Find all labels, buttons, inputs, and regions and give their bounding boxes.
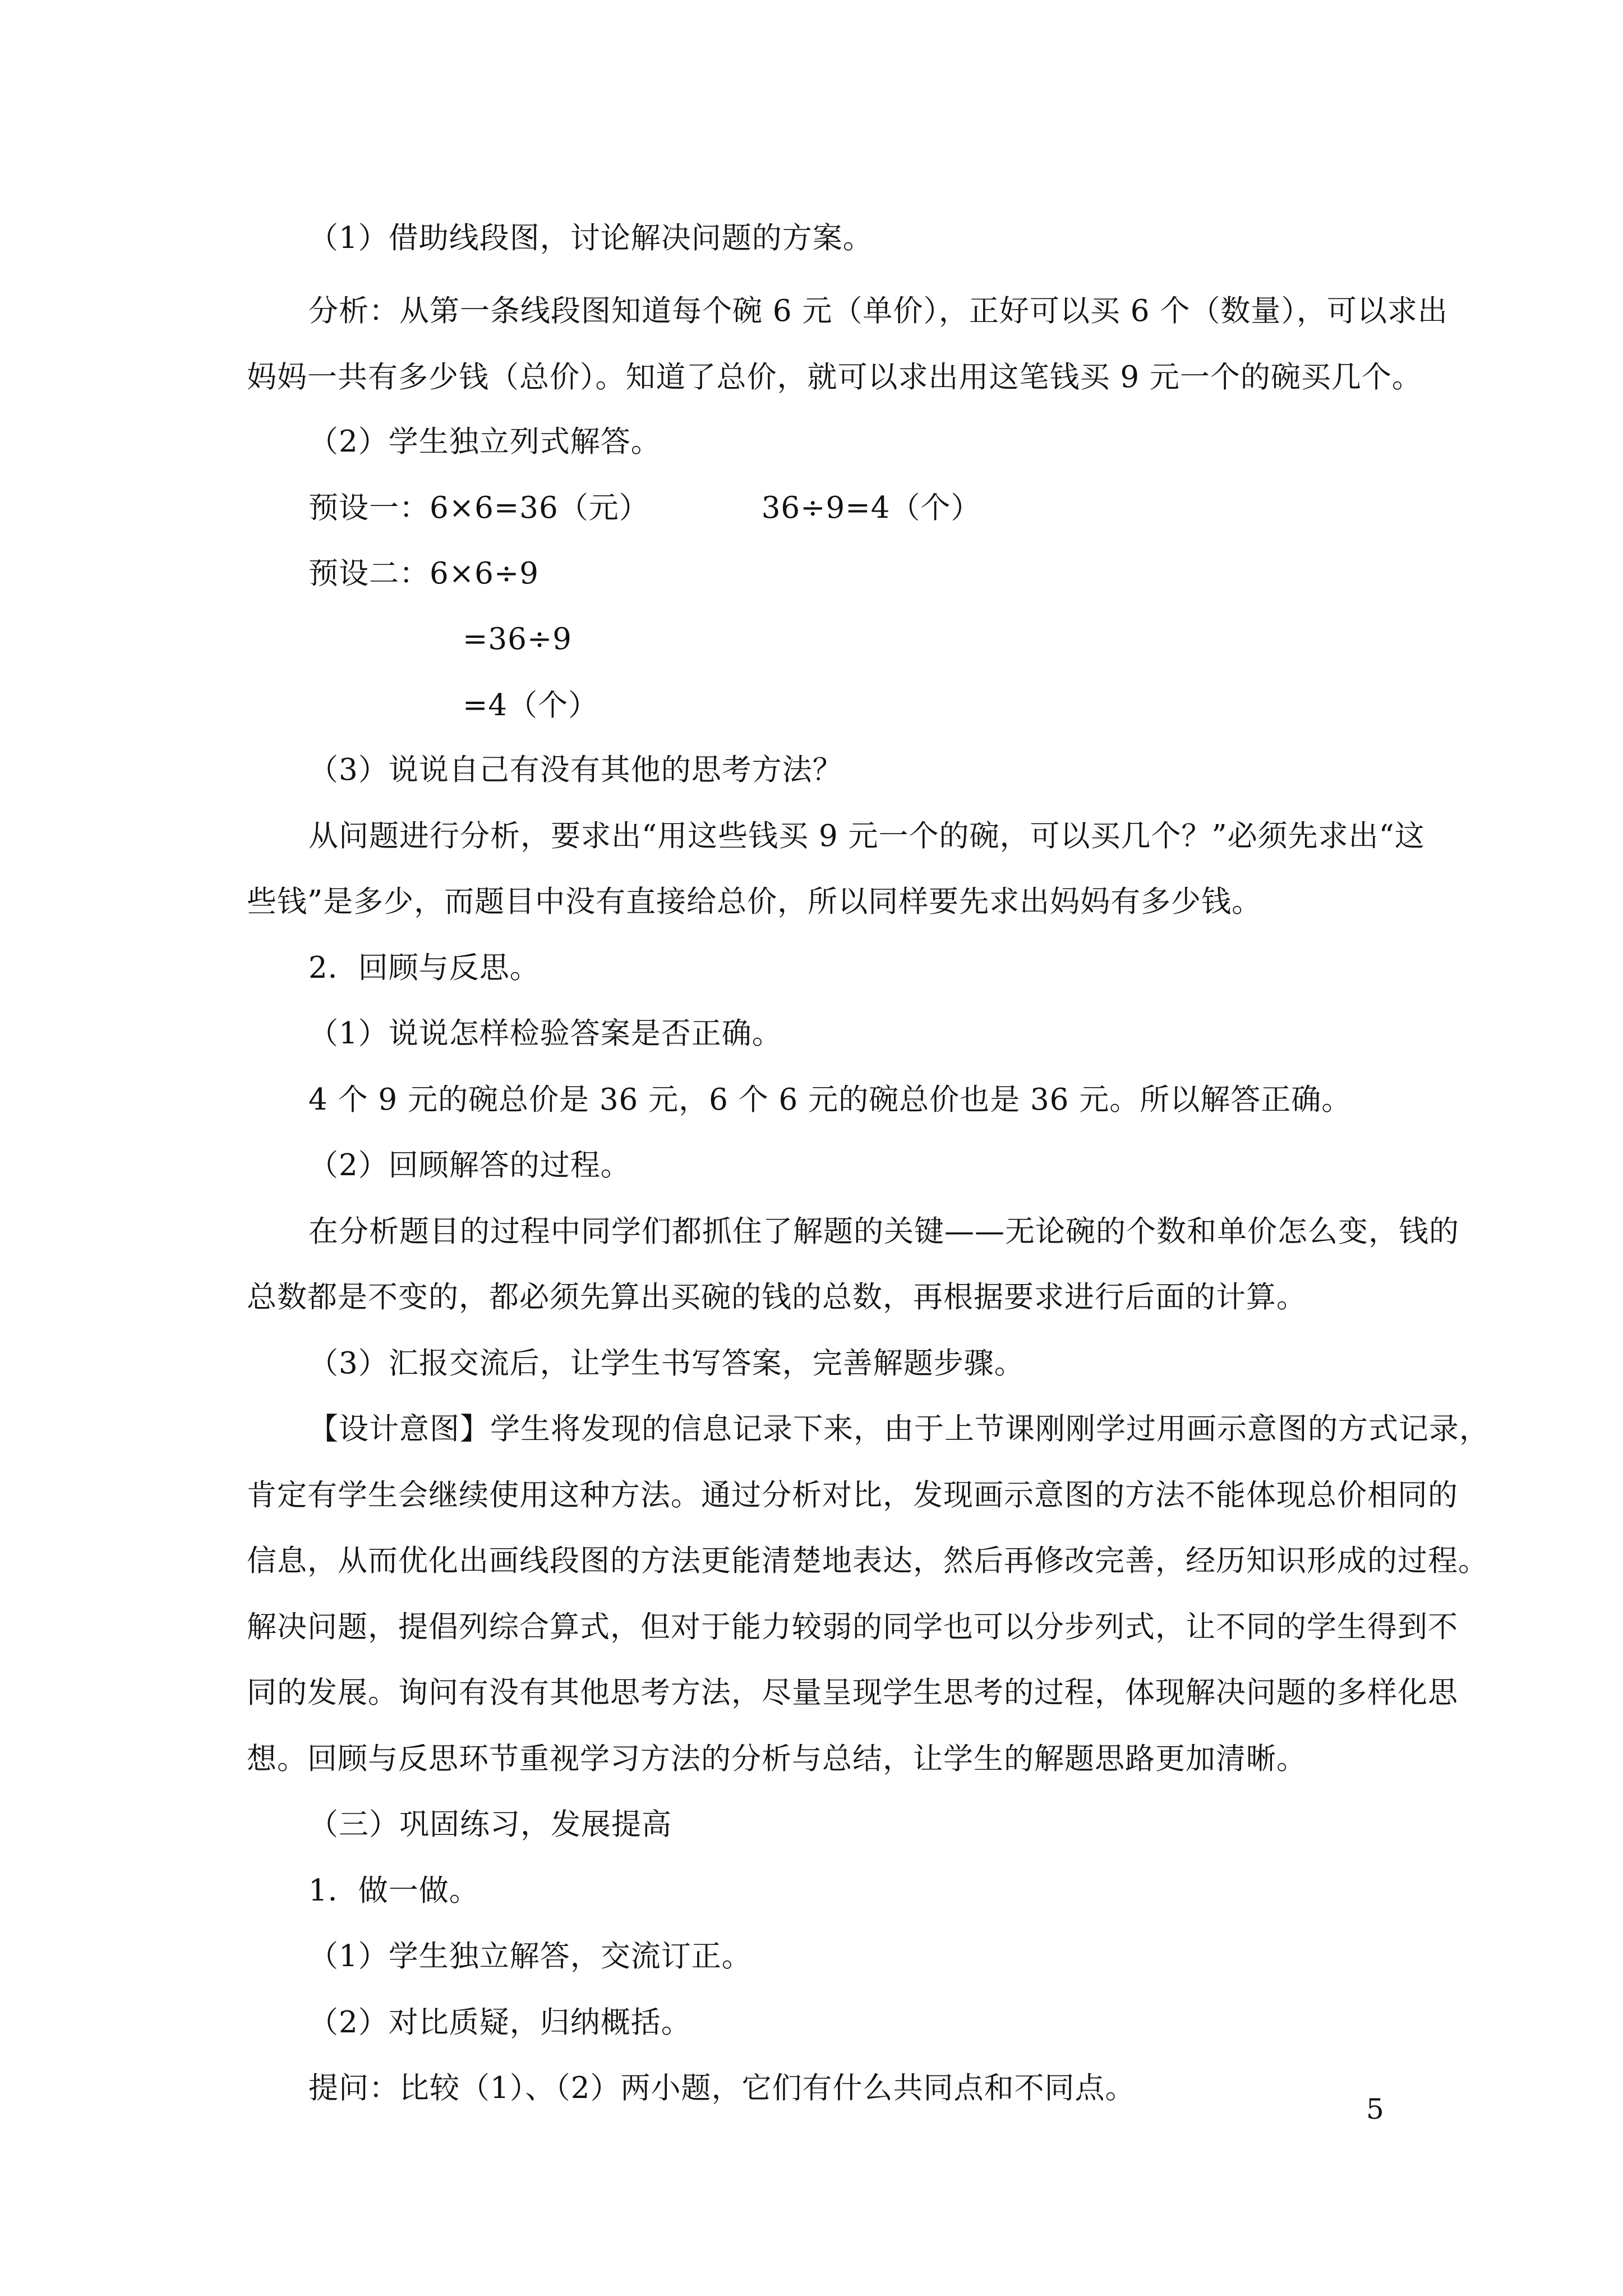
paragraph-line: 分析：从第一条线段图知道每个碗 6 元（单价），正好可以买 6 个（数量），可以求出 [308, 294, 1448, 328]
paragraph-line: 解决问题，提倡列综合算式，但对于能力较弱的同学也可以分步列式，让不同的学生得到不 [247, 1610, 1458, 1644]
paragraph-line: 在分析题目的过程中同学们都抓住了解题的关键——无论碗的个数和单价怎么变，钱的 [308, 1214, 1459, 1249]
section-heading: 1．做一做。 [308, 1874, 479, 1908]
paragraph-line: （1）学生独立解答，交流订正。 [308, 1939, 752, 1973]
paragraph-line: 同的发展。询问有没有其他思考方法，尽量呈现学生思考的过程，体现解决问题的多样化思 [247, 1676, 1458, 1710]
paragraph-line: （3）汇报交流后，让学生书写答案，完善解题步骤。 [308, 1346, 1025, 1381]
formula-preset-one: 预设一：6×6=36（元） [308, 491, 649, 525]
paragraph-line: 【设计意图】学生将发现的信息记录下来，由于上节课刚刚学过用画示意图的方式记录， [308, 1412, 1490, 1446]
paragraph-line: 总数都是不变的，都必须先算出买碗的钱的总数，再根据要求进行后面的计算。 [247, 1280, 1307, 1314]
paragraph-line: （1）说说怎样检验答案是否正确。 [308, 1016, 782, 1051]
paragraph-line: 信息，从而优化出画线段图的方法更能清楚地表达，然后再修改完善，经历知识形成的过程。 [247, 1544, 1488, 1578]
paragraph-line: （2）回顾解答的过程。 [308, 1148, 631, 1182]
paragraph-line: （1）借助线段图，讨论解决问题的方案。 [308, 221, 873, 255]
section-heading: 2．回顾与反思。 [308, 951, 540, 985]
paragraph-line: （3）说说自己有没有其他的思考方法？ [308, 753, 843, 787]
formula-preset-one-step2: 36÷9=4（个） [761, 491, 981, 525]
formula-line: =36÷9 [463, 622, 572, 656]
paragraph-line: 从问题进行分析，要求出“用这些钱买 9 元一个的碗，可以买几个？”必须先求出“这 [308, 819, 1425, 853]
formula-line [308, 490, 981, 527]
paragraph-line: 4 个 9 元的碗总价是 36 元，6 个 6 元的碗总价也是 36 元。所以解答正确。 [308, 1083, 1352, 1117]
section-heading: （三）巩固练习，发展提高 [308, 1807, 672, 1842]
paragraph-line: 些钱”是多少，而题目中没有直接给总价，所以同样要先求出妈妈有多少钱。 [247, 885, 1262, 919]
formula-line: =4（个） [463, 688, 599, 723]
formula-line: 预设二：6×6÷9 [308, 556, 539, 591]
paragraph-line: 提问：比较（1）、（2）两小题，它们有什么共同点和不同点。 [308, 2071, 1136, 2105]
paragraph-line: （2）对比质疑，归纳概括。 [308, 2005, 691, 2040]
paragraph-line: 想。回顾与反思环节重视学习方法的分析与总结，让学生的解题思路更加清晰。 [247, 1742, 1307, 1776]
page-number: 5 [1366, 2093, 1384, 2125]
paragraph-line: （2）学生独立列式解答。 [308, 425, 661, 459]
paragraph-line: 肯定有学生会继续使用这种方法。通过分析对比，发现画示意图的方法不能体现总价相同的 [247, 1478, 1458, 1512]
paragraph-line: 妈妈一共有多少钱（总价）。知道了总价，就可以求出用这笔钱买 9 元一个的碗买几个。 [247, 360, 1422, 394]
